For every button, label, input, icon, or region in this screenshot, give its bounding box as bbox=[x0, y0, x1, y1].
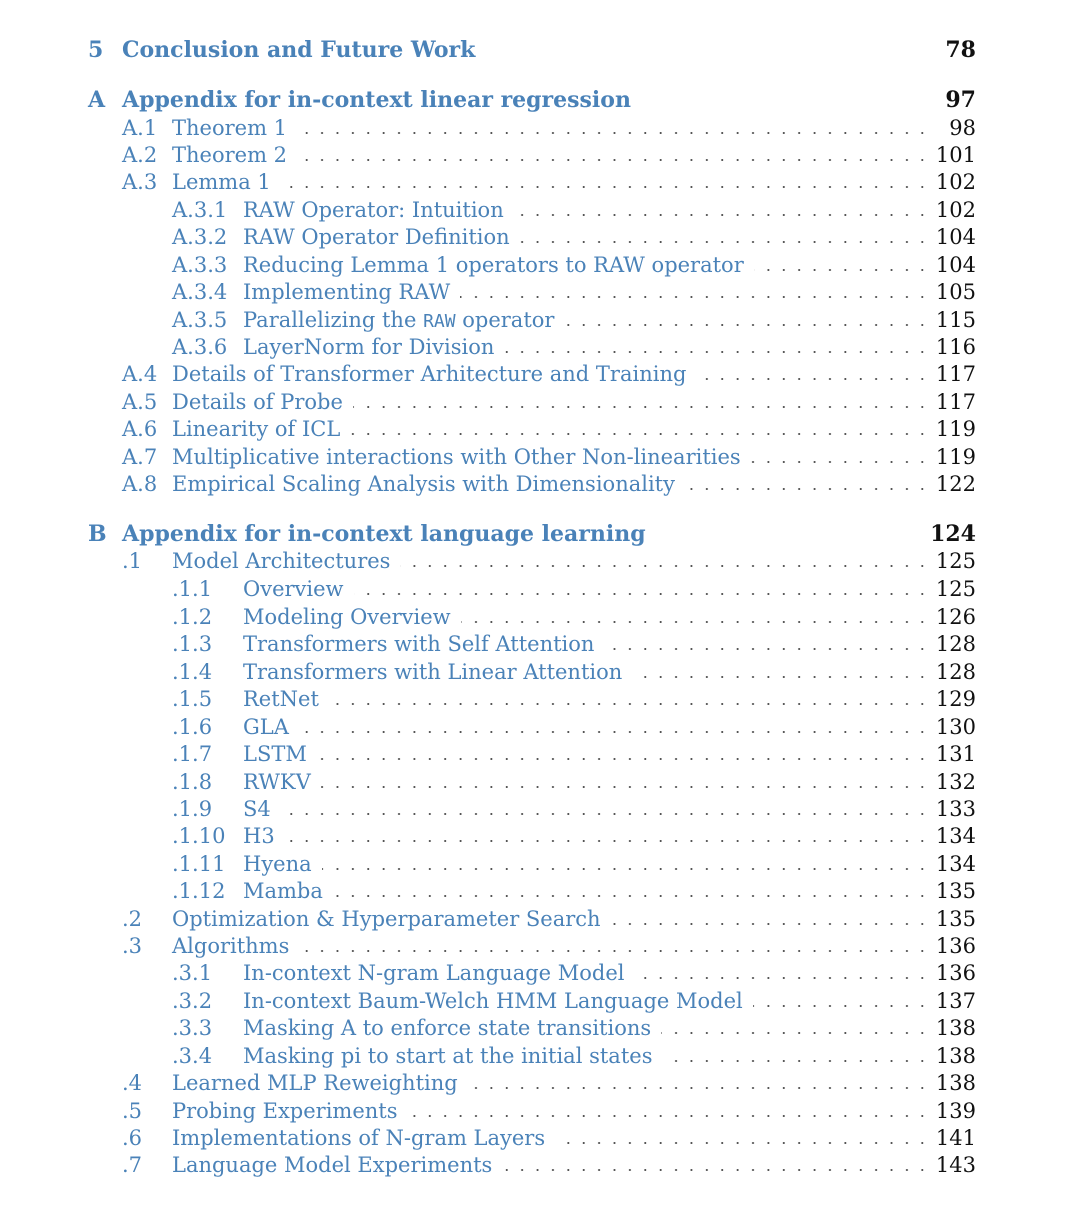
toc-entry[interactable] bbox=[0, 306, 1080, 334]
toc-entry-number: .3.2 bbox=[172, 989, 213, 1013]
dot-leader bbox=[753, 1005, 930, 1007]
toc-entry-title[interactable]: Appendix for in-context linear regression bbox=[122, 87, 637, 113]
dot-leader bbox=[354, 593, 930, 595]
toc-entry[interactable] bbox=[0, 251, 1080, 279]
toc-entry-title[interactable]: RetNet bbox=[243, 687, 325, 711]
toc-entry[interactable] bbox=[0, 685, 1080, 713]
toc-entry-number: 5 bbox=[88, 37, 104, 63]
toc-entry[interactable] bbox=[0, 850, 1080, 878]
toc-entry[interactable] bbox=[0, 1151, 1080, 1179]
toc-entry-title[interactable]: Learned MLP Reweighting bbox=[172, 1071, 464, 1095]
dot-leader bbox=[502, 1169, 930, 1171]
toc-entry-title[interactable]: LSTM bbox=[243, 742, 313, 766]
toc-entry-title[interactable]: Model Architectures bbox=[172, 549, 396, 573]
toc-entry-title[interactable]: Theorem 1 bbox=[172, 116, 293, 140]
dot-leader bbox=[350, 433, 930, 435]
toc-entry-number: .1.2 bbox=[172, 605, 213, 629]
dot-leader bbox=[611, 923, 930, 925]
toc-entry[interactable] bbox=[0, 168, 1080, 196]
toc-title-text: Parallelizing the bbox=[243, 308, 424, 332]
toc-entry-title[interactable]: Lemma 1 bbox=[172, 170, 277, 194]
toc-entry-number: A bbox=[88, 87, 106, 113]
toc-entry[interactable] bbox=[0, 141, 1080, 169]
toc-entry-title[interactable]: Appendix for in-context language learning bbox=[122, 521, 652, 547]
toc-entry-number: A.2 bbox=[122, 143, 158, 167]
toc-entry-number: .5 bbox=[122, 1099, 143, 1123]
toc-entry-page-number: 139 bbox=[935, 1099, 976, 1123]
toc-entry-number: B bbox=[88, 521, 107, 547]
toc-entry-page-number: 138 bbox=[935, 1071, 976, 1095]
toc-entry-page-number: 134 bbox=[935, 852, 976, 876]
toc-entry[interactable] bbox=[0, 987, 1080, 1015]
toc-entry-number: .1.1 bbox=[172, 577, 213, 601]
toc-entry-title[interactable]: Probing Experiments bbox=[172, 1099, 404, 1123]
toc-entry-title[interactable]: Implementations of N-gram Layers bbox=[172, 1126, 551, 1150]
toc-entry[interactable] bbox=[0, 658, 1080, 686]
toc-entry[interactable] bbox=[0, 360, 1080, 388]
dot-leader bbox=[322, 868, 930, 870]
dot-leader bbox=[281, 186, 930, 188]
toc-entry-page-number: 117 bbox=[935, 390, 976, 414]
dot-leader bbox=[297, 159, 930, 161]
toc-entry-title[interactable]: S4 bbox=[243, 797, 277, 821]
toc-entry[interactable] bbox=[0, 630, 1080, 658]
toc-entry[interactable] bbox=[0, 196, 1080, 224]
toc-entry-number: .1.8 bbox=[172, 770, 213, 794]
toc-entry-number: A.7 bbox=[122, 445, 158, 469]
toc-entry-number: .1.11 bbox=[172, 852, 226, 876]
toc-entry-page-number: 115 bbox=[935, 308, 976, 332]
toc-entry-title[interactable]: Transformers with Self Attention bbox=[243, 632, 600, 656]
toc-entry-number: .1.3 bbox=[172, 632, 213, 656]
toc-entry-title[interactable]: Multiplicative interactions with Other Non-linearities bbox=[172, 445, 747, 469]
toc-entry[interactable] bbox=[0, 795, 1080, 823]
toc-entry-page-number: 143 bbox=[935, 1153, 976, 1177]
toc-entry-title[interactable]: RAW Operator: Intuition bbox=[243, 198, 510, 222]
toc-entry-page-number: 132 bbox=[935, 770, 976, 794]
toc-entry-number: .1.7 bbox=[172, 742, 213, 766]
toc-entry-number: .1.12 bbox=[172, 879, 226, 903]
toc-entry-title[interactable]: GLA bbox=[243, 715, 295, 739]
toc-entry-number: .3.4 bbox=[172, 1044, 213, 1068]
toc-entry[interactable] bbox=[0, 877, 1080, 905]
toc-entry-page-number: 137 bbox=[935, 989, 976, 1013]
toc-entry-title[interactable]: Overview bbox=[243, 577, 350, 601]
toc-entry[interactable] bbox=[0, 1097, 1080, 1125]
toc-entry-number: A.3.2 bbox=[172, 225, 228, 249]
dot-leader bbox=[514, 214, 930, 216]
toc-entry-page-number: 104 bbox=[935, 225, 976, 249]
toc-entry-page-number: 105 bbox=[935, 280, 976, 304]
toc-entry-number: A.5 bbox=[122, 390, 158, 414]
toc-entry-title[interactable]: Masking pi to start at the initial states bbox=[243, 1044, 658, 1068]
toc-entry-page-number: 117 bbox=[935, 362, 976, 386]
toc-entry[interactable] bbox=[0, 333, 1080, 361]
toc-entry[interactable] bbox=[0, 575, 1080, 603]
toc-entry-page-number: 136 bbox=[935, 934, 976, 958]
toc-entry-title[interactable] bbox=[243, 308, 560, 332]
toc-entry-title[interactable]: Linearity of ICL bbox=[172, 417, 346, 441]
dot-leader bbox=[520, 241, 930, 243]
toc-entry[interactable] bbox=[0, 278, 1080, 306]
toc-entry[interactable] bbox=[0, 905, 1080, 933]
toc-entry-title[interactable]: In-context N-gram Language Model bbox=[243, 961, 631, 985]
dot-leader bbox=[299, 950, 930, 952]
toc-entry-number: A.1 bbox=[122, 116, 158, 140]
toc-entry[interactable] bbox=[0, 223, 1080, 251]
toc-entry-number: A.6 bbox=[122, 417, 158, 441]
dot-leader bbox=[504, 351, 930, 353]
toc-entry[interactable] bbox=[0, 388, 1080, 416]
toc-entry-page-number: 131 bbox=[935, 742, 976, 766]
toc-entry-title[interactable]: Language Model Experiments bbox=[172, 1153, 498, 1177]
dot-leader bbox=[408, 1115, 930, 1117]
toc-entry-number: .1.10 bbox=[172, 824, 226, 848]
toc-entry[interactable] bbox=[0, 547, 1080, 575]
toc-entry-title[interactable]: Conclusion and Future Work bbox=[122, 37, 481, 63]
toc-entry-number: A.3.1 bbox=[172, 198, 228, 222]
toc-entry-page-number: 104 bbox=[935, 253, 976, 277]
toc-entry-title[interactable]: Hyena bbox=[243, 852, 318, 876]
toc-entry-title[interactable]: H3 bbox=[243, 824, 281, 848]
dot-leader bbox=[400, 565, 930, 567]
toc-entry-number: A.3.6 bbox=[172, 335, 228, 359]
toc-entry-page-number: 126 bbox=[935, 605, 976, 629]
dot-leader bbox=[317, 758, 930, 760]
toc-entry-number: .6 bbox=[122, 1126, 143, 1150]
toc-entry-number: .1.4 bbox=[172, 660, 213, 684]
dot-leader bbox=[751, 461, 930, 463]
toc-entry[interactable] bbox=[0, 740, 1080, 768]
toc-entry-title[interactable]: Implementing RAW bbox=[243, 280, 456, 304]
toc-entry-page-number: 134 bbox=[935, 824, 976, 848]
toc-entry-number: .1.5 bbox=[172, 687, 213, 711]
toc-entry-page-number: 141 bbox=[935, 1126, 976, 1150]
dot-leader bbox=[632, 676, 930, 678]
toc-entry-number: .3.3 bbox=[172, 1016, 213, 1040]
toc-title-code: RAW bbox=[423, 311, 456, 332]
toc-entry-page-number: 101 bbox=[935, 143, 976, 167]
toc-entry-title[interactable]: Optimization & Hyperparameter Search bbox=[172, 907, 607, 931]
toc-entry[interactable] bbox=[0, 1069, 1080, 1097]
toc-entry-title[interactable]: Reducing Lemma 1 operators to RAW operator bbox=[243, 253, 750, 277]
toc-entry-number: A.3 bbox=[122, 170, 158, 194]
dot-leader bbox=[299, 731, 930, 733]
dot-leader bbox=[754, 269, 930, 271]
dot-leader bbox=[662, 1060, 930, 1062]
toc-entry-page-number: 116 bbox=[935, 335, 976, 359]
toc-entry-page-number: 124 bbox=[930, 521, 976, 547]
toc-entry-number: .3 bbox=[122, 934, 143, 958]
toc-entry[interactable] bbox=[0, 114, 1080, 142]
toc-entry-title[interactable]: Algorithms bbox=[172, 934, 295, 958]
toc-entry-page-number: 138 bbox=[935, 1016, 976, 1040]
dot-leader bbox=[696, 378, 930, 380]
toc-entry-page-number: 135 bbox=[935, 907, 976, 931]
toc-entry-title[interactable]: Details of Probe bbox=[172, 390, 349, 414]
toc-entry[interactable] bbox=[0, 603, 1080, 631]
toc-entry-title[interactable]: Mamba bbox=[243, 879, 329, 903]
toc-entry-number: A.3.4 bbox=[172, 280, 228, 304]
toc-entry-number: .1 bbox=[122, 549, 143, 573]
toc-entry-number: .7 bbox=[122, 1153, 143, 1177]
dot-leader bbox=[333, 895, 930, 897]
toc-title-text: operator bbox=[455, 308, 555, 332]
toc-entry[interactable] bbox=[0, 86, 1080, 114]
dot-leader bbox=[281, 813, 930, 815]
toc-entry-page-number: 97 bbox=[945, 87, 976, 113]
toc-entry-page-number: 136 bbox=[935, 961, 976, 985]
toc-entry[interactable] bbox=[0, 768, 1080, 796]
toc-entry[interactable] bbox=[0, 470, 1080, 498]
dot-leader bbox=[685, 488, 930, 490]
dot-leader bbox=[635, 977, 930, 979]
toc-entry-title[interactable]: Transformers with Linear Attention bbox=[243, 660, 628, 684]
toc-entry-page-number: 128 bbox=[935, 632, 976, 656]
toc-entry-title[interactable]: Theorem 2 bbox=[172, 143, 293, 167]
toc-entry-number: A.3.5 bbox=[172, 308, 228, 332]
toc-entry-page-number: 125 bbox=[935, 577, 976, 601]
toc-entry-page-number: 78 bbox=[945, 37, 976, 63]
toc-entry-number: .2 bbox=[122, 907, 143, 931]
toc-entry-title[interactable]: RAW Operator Definition bbox=[243, 225, 516, 249]
toc-entry-page-number: 125 bbox=[935, 549, 976, 573]
toc-entry-number: .1.9 bbox=[172, 797, 213, 821]
toc-entry[interactable] bbox=[0, 1014, 1080, 1042]
toc-entry-title[interactable]: In-context Baum-Welch HMM Language Model bbox=[243, 989, 749, 1013]
toc-entry-page-number: 119 bbox=[935, 445, 976, 469]
toc-entry-page-number: 102 bbox=[935, 170, 976, 194]
toc-entry-title[interactable]: RWKV bbox=[243, 770, 317, 794]
toc-entry-page-number: 129 bbox=[935, 687, 976, 711]
dot-leader bbox=[460, 296, 930, 298]
dot-leader bbox=[353, 406, 930, 408]
dot-leader bbox=[604, 648, 930, 650]
dot-leader bbox=[461, 621, 930, 623]
toc-entry[interactable] bbox=[0, 1124, 1080, 1152]
toc-entry-title[interactable]: Modeling Overview bbox=[243, 605, 457, 629]
dot-leader bbox=[297, 132, 930, 134]
toc-entry-number: .1.6 bbox=[172, 715, 213, 739]
dot-leader bbox=[468, 1087, 930, 1089]
toc-entry-page-number: 130 bbox=[935, 715, 976, 739]
toc-entry-number: A.4 bbox=[122, 362, 158, 386]
toc-entry-title[interactable]: Masking A to enforce state transitions bbox=[243, 1016, 657, 1040]
dot-leader bbox=[555, 1142, 930, 1144]
dot-leader bbox=[564, 324, 930, 326]
dot-leader bbox=[321, 786, 930, 788]
toc-entry-title[interactable]: Details of Transformer Arhitecture and Training bbox=[172, 362, 692, 386]
dot-leader bbox=[285, 840, 930, 842]
toc-entry[interactable] bbox=[0, 959, 1080, 987]
toc-entry-page-number: 119 bbox=[935, 417, 976, 441]
toc-entry-page-number: 135 bbox=[935, 879, 976, 903]
toc-entry[interactable] bbox=[0, 932, 1080, 960]
toc-entry[interactable] bbox=[0, 713, 1080, 741]
toc-entry-number: A.8 bbox=[122, 472, 158, 496]
toc-entry-title[interactable]: LayerNorm for Division bbox=[243, 335, 500, 359]
toc-entry-number: .4 bbox=[122, 1071, 143, 1095]
toc-entry[interactable] bbox=[0, 822, 1080, 850]
toc-entry[interactable] bbox=[0, 1042, 1080, 1070]
toc-entry-number: .3.1 bbox=[172, 961, 213, 985]
toc-entry-page-number: 138 bbox=[935, 1044, 976, 1068]
toc-entry-page-number: 133 bbox=[935, 797, 976, 821]
toc-entry[interactable] bbox=[0, 520, 1080, 548]
dot-leader bbox=[329, 703, 930, 705]
toc-entry-page-number: 122 bbox=[935, 472, 976, 496]
toc-entry-number: A.3.3 bbox=[172, 253, 228, 277]
toc-entry[interactable] bbox=[0, 443, 1080, 471]
toc-entry[interactable] bbox=[0, 415, 1080, 443]
dot-leader bbox=[661, 1032, 930, 1034]
toc-entry-title[interactable]: Empirical Scaling Analysis with Dimensionality bbox=[172, 472, 681, 496]
toc-entry-page-number: 98 bbox=[949, 116, 976, 140]
toc-entry[interactable] bbox=[0, 36, 1080, 64]
toc-entry-page-number: 102 bbox=[935, 198, 976, 222]
toc-entry-page-number: 128 bbox=[935, 660, 976, 684]
